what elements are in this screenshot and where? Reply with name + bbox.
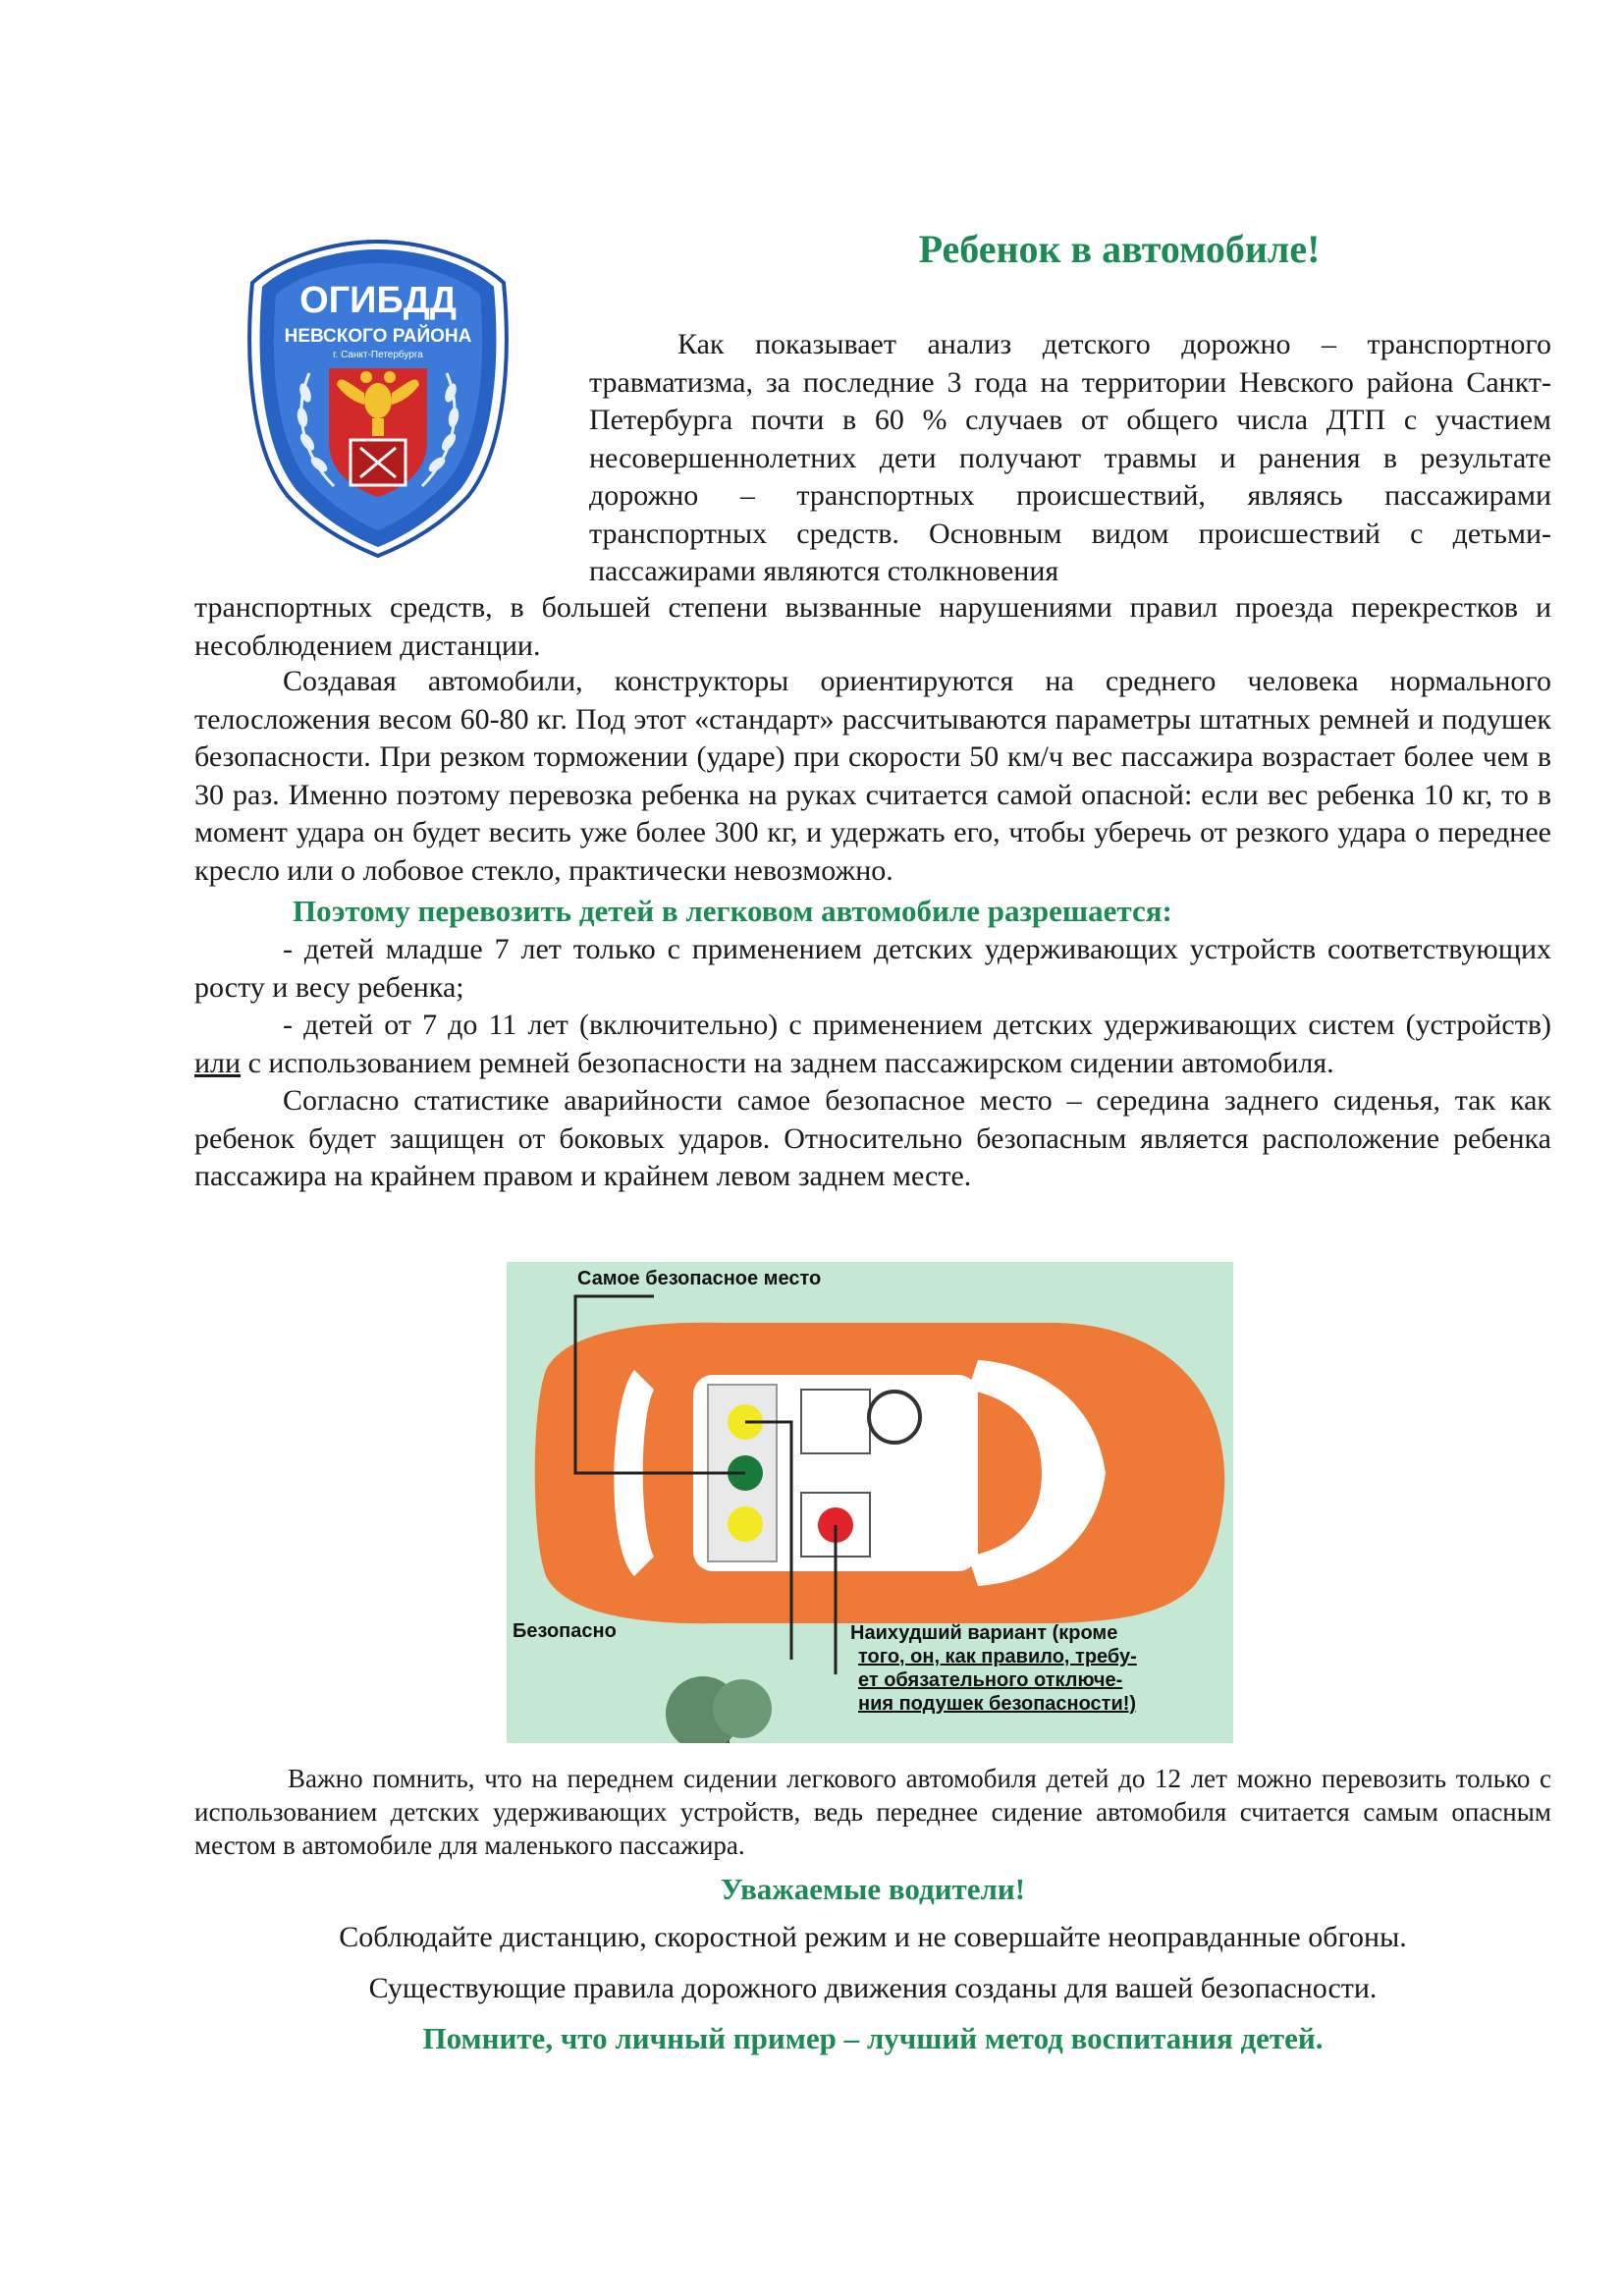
statistics-paragraph: Согласно статистике аварийности самое безопасное место – середина заднего сиденья, так как ребенок будет защищен от боковых ударов. Относительно безопасным является расположение ребенка пассажира на крайнем правом и крайнем левом заднем месте. <box>194 1084 1551 1192</box>
safest-label: Самое безопасное место <box>577 1268 822 1289</box>
page-title: Ребенок в автомобиле! <box>918 227 1321 271</box>
worst-label-line-2: того, он, как правило, требу- <box>858 1646 1137 1667</box>
intro-paragraph-continued: транспортных средств, в большей степени вызванные нарушениями правил проезда перекрестков и несоблюдением дистанции. <box>194 591 1551 662</box>
car-diagram-illustration <box>507 1262 1233 1743</box>
keep-distance-line: Соблюдайте дистанцию, скоростной режим и не совершайте неоправданные обгоны. <box>339 1921 1407 1953</box>
design-paragraph: Создавая автомобили, конструкторы ориентируются на среднего человека нормального телосложения весом 60-80 кг. Под этот «стандарт» рассчитываются параметры штатных ремней и подушек безопасности. При резком торможении (ударе) при скорости 50 км/ч вес пассажира возрастает более чем в 30 раз. Именно поэтому перевозка ребенка на руках считается самой опасной: если вес ребенка 10 кг, то в момент удара он будет весить уже более 300 кг, и удержать его, чтобы уберечь от резкого удара о переднее кресло или о лобовое стекло, практически невозможно. <box>194 665 1551 887</box>
intro-paragraph: Как показывает анализ детского дорожно – транспортного травматизма, за последние 3 года на территории Невского района Санкт-Петербурга почти в 60 % случаев от общего числа ДТП с участием несовершеннолетних дети получают травмы и ранения в результате дорожно – транспортных происшествий, являясь пассажирами транспортных средств. Основным видом происшествий с детьми- пассажирами являются столкновения <box>589 328 1551 587</box>
shield-icon <box>241 236 515 560</box>
rules-safety-line: Существующие правила дорожного движения созданы для вашей безопасности. <box>368 1972 1378 2004</box>
rule-or-word: или <box>194 1046 242 1079</box>
drivers-heading: Уважаемые водители! <box>720 1872 1026 1906</box>
front-seat-note: Важно помнить, что на переднем сидении легкового автомобиля детей до 12 лет можно перевозить только с использованием детских удерживающих устройств, ведь переднее сидение автомобиля считается самым опасным местом в автомобиле для маленького пассажира. <box>194 1764 1551 1860</box>
worst-label-line-3: ет обязательного отключе- <box>858 1669 1123 1691</box>
rear-right-safe-marker <box>728 1506 763 1542</box>
allowed-heading: Поэтому перевозить детей в легковом автомобиле разрешается: <box>293 894 1172 928</box>
rule-7-to-11 <box>194 1007 1551 1082</box>
main-text-block <box>194 663 1551 1196</box>
ogibdd-emblem <box>241 236 515 560</box>
svg-text:ОГИБДД: ОГИБДД <box>299 280 457 321</box>
remember-line: Помните, что личный пример – лучший метод воспитания детей. <box>422 2021 1324 2055</box>
car-seat-diagram <box>507 1262 1233 1743</box>
worst-label-line-1: Наихудший вариант (кроме <box>850 1622 1118 1644</box>
rule-7-to-11-end: с использованием ремней безопасности на заднем пассажирском сидении автомобиля. <box>247 1046 1334 1079</box>
rule-under-7: - детей младше 7 лет только с применением детских удерживающих устройств соответствующих росту и весу ребенка; <box>194 933 1551 1004</box>
worst-label-line-4: ния подушек безопасности!) <box>858 1693 1137 1715</box>
svg-text:г. Санкт-Петербурга: г. Санкт-Петербурга <box>333 350 423 360</box>
safe-label: Безопасно <box>513 1620 617 1642</box>
front-left-seat <box>801 1390 870 1453</box>
rule-7-to-11-start: - детей от 7 до 11 лет (включительно) с применением детских удерживающих систем (устройств) <box>283 1009 1551 1041</box>
svg-text:НЕВСКОГО РАЙОНА: НЕВСКОГО РАЙОНА <box>284 326 472 347</box>
